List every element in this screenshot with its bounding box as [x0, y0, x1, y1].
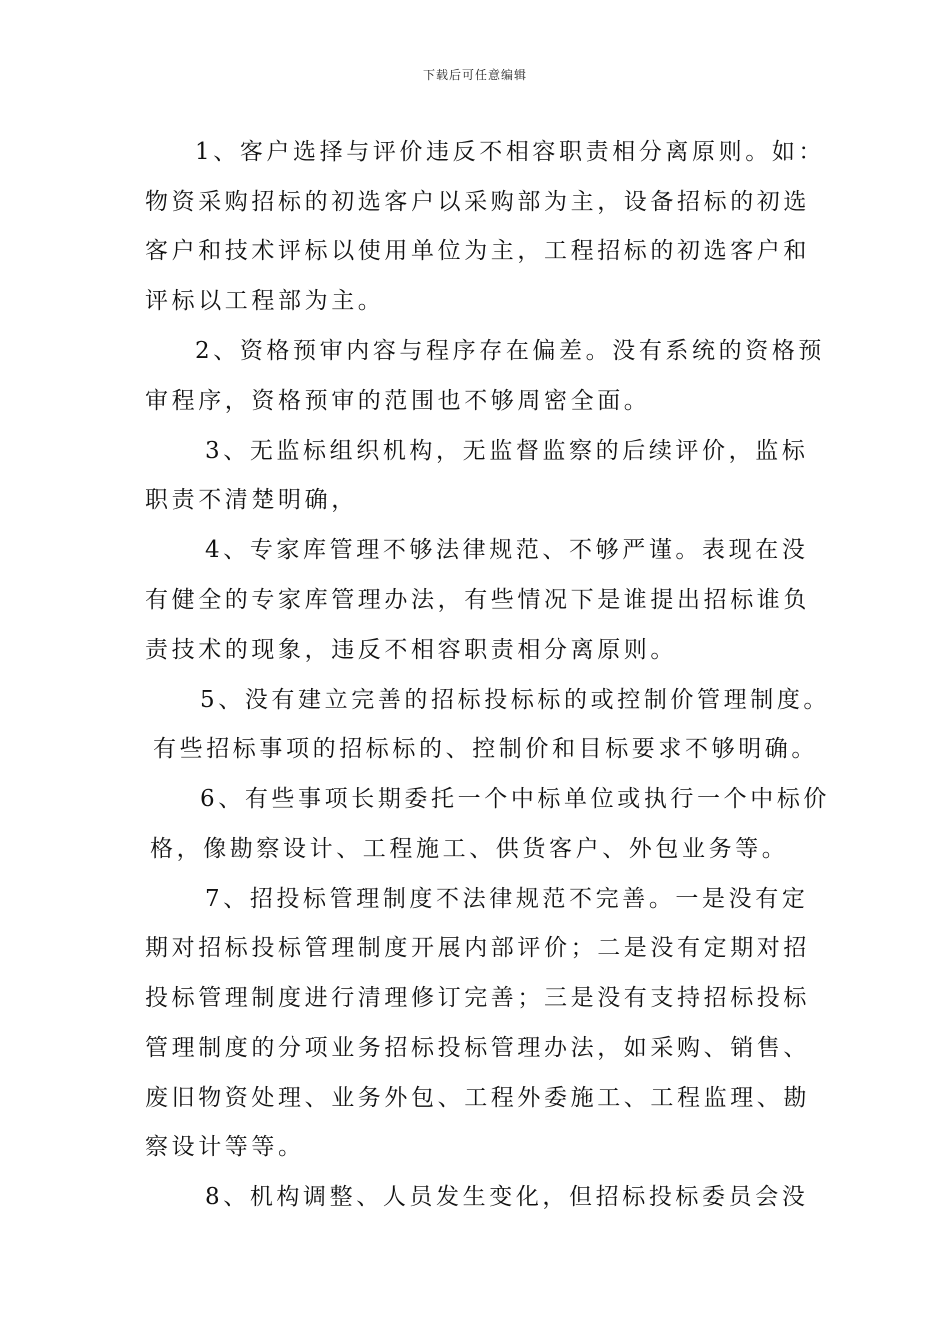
- paragraph-2-line-2: 审程序，资格预审的范围也不够周密全面。: [145, 388, 651, 414]
- paragraph-3-line-1: 3、无监标组织机构，无监督监察的后续评价，监标: [205, 438, 809, 464]
- paragraph-3-line-2: 职责不清楚明确，: [145, 487, 358, 513]
- paragraph-7-line-1: 7、招投标管理制度不法律规范不完善。一是没有定: [205, 886, 809, 912]
- paragraph-1-line-4: 评标以工程部为主。: [145, 288, 385, 314]
- paragraph-4-line-2: 有健全的专家库管理办法，有些情况下是谁提出招标谁负: [145, 587, 810, 613]
- page-header: 下载后可任意编辑: [422, 68, 527, 82]
- paragraph-7-line-2: 期对招标投标管理制度开展内部评价；二是没有定期对招: [145, 935, 810, 961]
- paragraph-1-line-3: 客户和技术评标以使用单位为主，工程招标的初选客户和: [145, 238, 810, 264]
- paragraph-7-line-4: 管理制度的分项业务招标投标管理办法，如采购、销售、: [145, 1035, 810, 1061]
- paragraph-6-line-1: 6、有些事项长期委托一个中标单位或执行一个中标价: [200, 786, 831, 812]
- paragraph-1-line-1: 1、客户选择与评价违反不相容职责相分离原则。如：: [195, 139, 826, 165]
- paragraph-7-line-5: 废旧物资处理、业务外包、工程外委施工、工程监理、勘: [145, 1085, 810, 1111]
- paragraph-8-line-1: 8、机构调整、人员发生变化，但招标投标委员会没: [205, 1184, 809, 1210]
- paragraph-5-line-2: 有些招标事项的招标标的、控制价和目标要求不够明确。: [153, 736, 818, 762]
- paragraph-2-line-1: 2、资格预审内容与程序存在偏差。没有系统的资格预: [195, 338, 826, 364]
- paragraph-5-line-1: 5、没有建立完善的招标投标标的或控制价管理制度。: [200, 687, 831, 713]
- paragraph-7-line-3: 投标管理制度进行清理修订完善；三是没有支持招标投标: [145, 985, 810, 1011]
- paragraph-6-line-2: 格，像勘察设计、工程施工、供货客户、外包业务等。: [150, 836, 789, 862]
- paragraph-7-line-6: 察设计等等。: [145, 1134, 305, 1160]
- paragraph-1-line-2: 物资采购招标的初选客户以采购部为主，设备招标的初选: [145, 189, 810, 215]
- paragraph-4-line-3: 责技术的现象，违反不相容职责相分离原则。: [145, 637, 677, 663]
- paragraph-4-line-1: 4、专家库管理不够法律规范、不够严谨。表现在没: [205, 537, 809, 563]
